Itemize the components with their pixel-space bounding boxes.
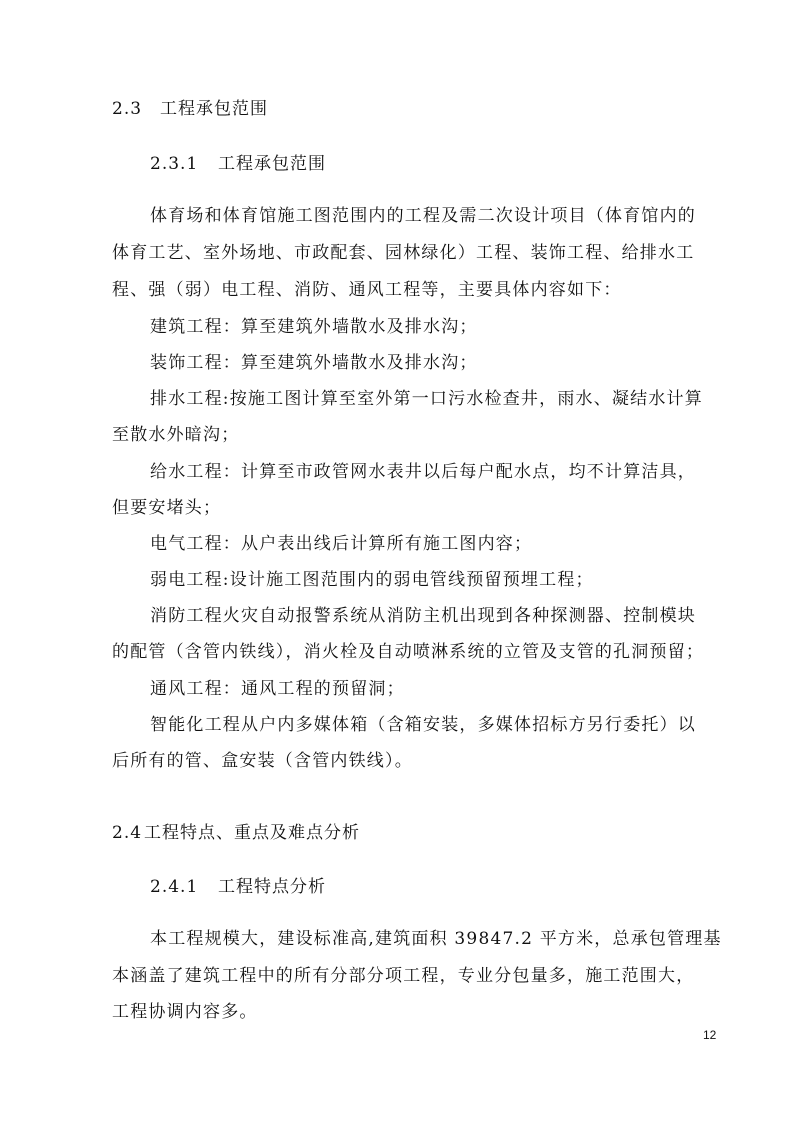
- section-title: 工程特点、重点及难点分析: [144, 823, 361, 843]
- subsection-number: 2.3.1: [150, 154, 199, 174]
- paragraph-line: 智能化工程从户内多媒体箱（含箱安装，多媒体招标方另行委托）以: [150, 715, 696, 735]
- paragraph-line: 本工程规模大，建设标准高,建筑面积 39847.2 平方米，总承包管理基: [150, 929, 722, 949]
- paragraph-line: 至散水外暗沟；: [112, 425, 240, 445]
- paragraph-line: 后所有的管、盒安装（含管内铁线）。: [112, 751, 413, 771]
- paragraph-line: 程、强（弱）电工程、消防、通风工程等，主要具体内容如下：: [112, 280, 622, 300]
- paragraph-line: 建筑工程：算至建筑外墙散水及排水沟；: [150, 317, 478, 337]
- paragraph-line: 消防工程火灾自动报警系统从消防主机出现到各种探测器、控制模块: [150, 606, 696, 626]
- paragraph-line: 排水工程:按施工图计算至室外第一口污水检查井，雨水、凝结水计算: [150, 389, 703, 409]
- paragraph-line: 但要安堵头；: [112, 498, 222, 518]
- paragraph-line: 装饰工程：算至建筑外墙散水及排水沟；: [150, 353, 478, 373]
- section-heading-2-3: [112, 94, 268, 119]
- subsection-heading-2-3-1: [150, 149, 326, 174]
- paragraph-line: 给水工程：计算至市政管网水表井以后每户配水点，均不计算洁具，: [150, 462, 696, 482]
- subsection-number: 2.4.1: [150, 877, 199, 897]
- subsection-title: 工程承包范围: [218, 154, 326, 174]
- paragraph-line: 工程协调内容多。: [112, 1002, 258, 1022]
- page-number: 12: [703, 1028, 717, 1042]
- section-number: 2.3: [112, 99, 143, 119]
- section-title: 工程承包范围: [160, 99, 268, 119]
- paragraph-line: 电气工程：从户表出线后计算所有施工图内容；: [150, 534, 533, 554]
- subsection-heading-2-4-1: [150, 872, 326, 897]
- paragraph-line: 的配管（含管内铁线），消火栓及自动喷淋系统的立管及支管的孔洞预留；: [112, 642, 705, 662]
- section-number: 2.4: [112, 823, 143, 843]
- subsection-title: 工程特点分析: [218, 877, 326, 897]
- paragraph-line: 弱电工程:设计施工图范围内的弱电管线预留预埋工程；: [150, 570, 594, 590]
- section-heading-2-4: [112, 818, 360, 843]
- paragraph-line: 通风工程：通风工程的预留洞；: [150, 679, 405, 699]
- paragraph-line: 本涵盖了建筑工程中的所有分部分项工程，专业分包量多，施工范围大，: [112, 966, 695, 986]
- paragraph-line: 体育工艺、室外场地、市政配套、园林绿化）工程、装饰工程、给排水工: [112, 243, 695, 263]
- paragraph-line: 体育场和体育馆施工图范围内的工程及需二次设计项目（体育馆内的: [150, 206, 696, 226]
